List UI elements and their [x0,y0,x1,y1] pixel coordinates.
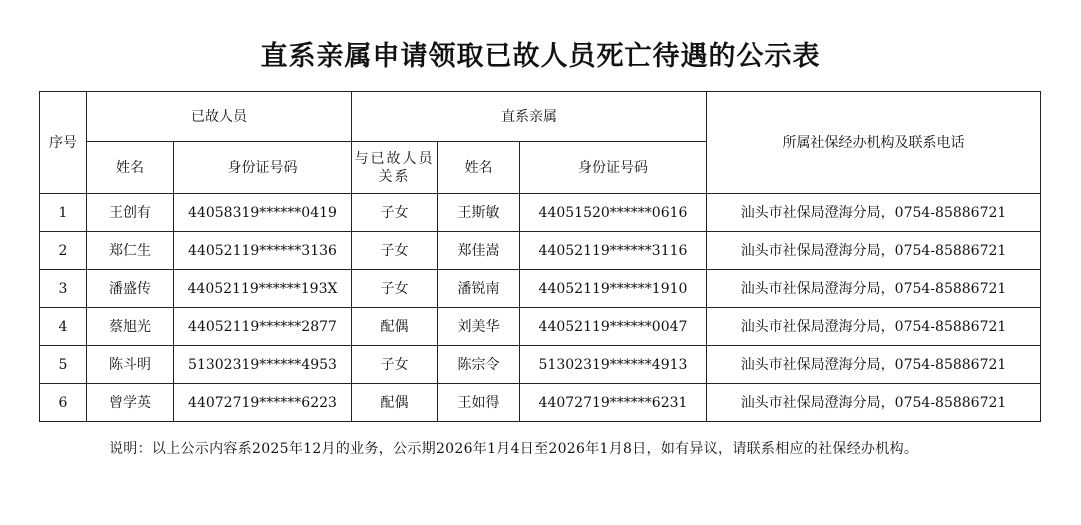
cell-deceased-name: 陈斗明 [87,346,174,384]
cell-seq: 4 [40,308,87,346]
header-deceased-name: 姓名 [87,142,174,194]
cell-relative-id: 51302319******4913 [520,346,707,384]
cell-seq: 1 [40,194,87,232]
cell-relative-name: 王如得 [438,384,520,422]
cell-relation: 配偶 [352,384,438,422]
table-row [40,384,1041,422]
cell-relation: 配偶 [352,308,438,346]
cell-relative-name: 潘锐南 [438,270,520,308]
cell-deceased-id: 44052119******193X [174,270,352,308]
cell-office: 汕头市社保局澄海分局，0754-85886721 [707,194,1041,232]
table-row [40,346,1041,384]
cell-relative-name: 陈宗令 [438,346,520,384]
notice-table [39,91,1041,422]
cell-relation: 子女 [352,270,438,308]
cell-deceased-id: 44058319******0419 [174,194,352,232]
cell-seq: 5 [40,346,87,384]
cell-seq: 2 [40,232,87,270]
table-row [40,194,1041,232]
cell-relative-name: 郑佳嵩 [438,232,520,270]
table-row [40,270,1041,308]
cell-deceased-id: 51302319******4953 [174,346,352,384]
cell-relative-id: 44052119******1910 [520,270,707,308]
cell-deceased-id: 44052119******2877 [174,308,352,346]
cell-office: 汕头市社保局澄海分局，0754-85886721 [707,232,1041,270]
table-row [40,308,1041,346]
cell-deceased-id: 44052119******3136 [174,232,352,270]
cell-office: 汕头市社保局澄海分局，0754-85886721 [707,270,1041,308]
cell-relative-name: 王斯敏 [438,194,520,232]
cell-seq: 3 [40,270,87,308]
table-row [40,232,1041,270]
cell-deceased-name: 郑仁生 [87,232,174,270]
cell-deceased-name: 潘盛传 [87,270,174,308]
cell-deceased-name: 蔡旭光 [87,308,174,346]
header-office: 所属社保经办机构及联系电话 [707,92,1041,194]
cell-relation: 子女 [352,346,438,384]
header-deceased-group: 已故人员 [87,92,352,142]
cell-relative-name: 刘美华 [438,308,520,346]
header-seq: 序号 [40,92,87,194]
cell-deceased-name: 王创有 [87,194,174,232]
table-header-row [40,92,1041,142]
cell-relation: 子女 [352,194,438,232]
cell-deceased-id: 44072719******6223 [174,384,352,422]
cell-relative-id: 44052119******3116 [520,232,707,270]
cell-office: 汕头市社保局澄海分局，0754-85886721 [707,308,1041,346]
cell-deceased-name: 曾学英 [87,384,174,422]
header-relative-name: 姓名 [438,142,520,194]
footnote: 说明：以上公示内容系2025年12月的业务，公示期2026年1月4日至2026年1月8日，如有异议，请联系相应的社保经办机构。 [109,441,919,457]
cell-relative-id: 44051520******0616 [520,194,707,232]
cell-relative-id: 44052119******0047 [520,308,707,346]
page-title: 直系亲属申请领取已故人员死亡待遇的公示表 [260,41,821,72]
header-relative-id: 身份证号码 [520,142,707,194]
cell-relation: 子女 [352,232,438,270]
cell-relative-id: 44072719******6231 [520,384,707,422]
header-relation: 与已故人员关系 [352,142,438,194]
cell-seq: 6 [40,384,87,422]
cell-office: 汕头市社保局澄海分局，0754-85886721 [707,346,1041,384]
cell-office: 汕头市社保局澄海分局，0754-85886721 [707,384,1041,422]
header-relative-group: 直系亲属 [352,92,707,142]
header-deceased-id: 身份证号码 [174,142,352,194]
